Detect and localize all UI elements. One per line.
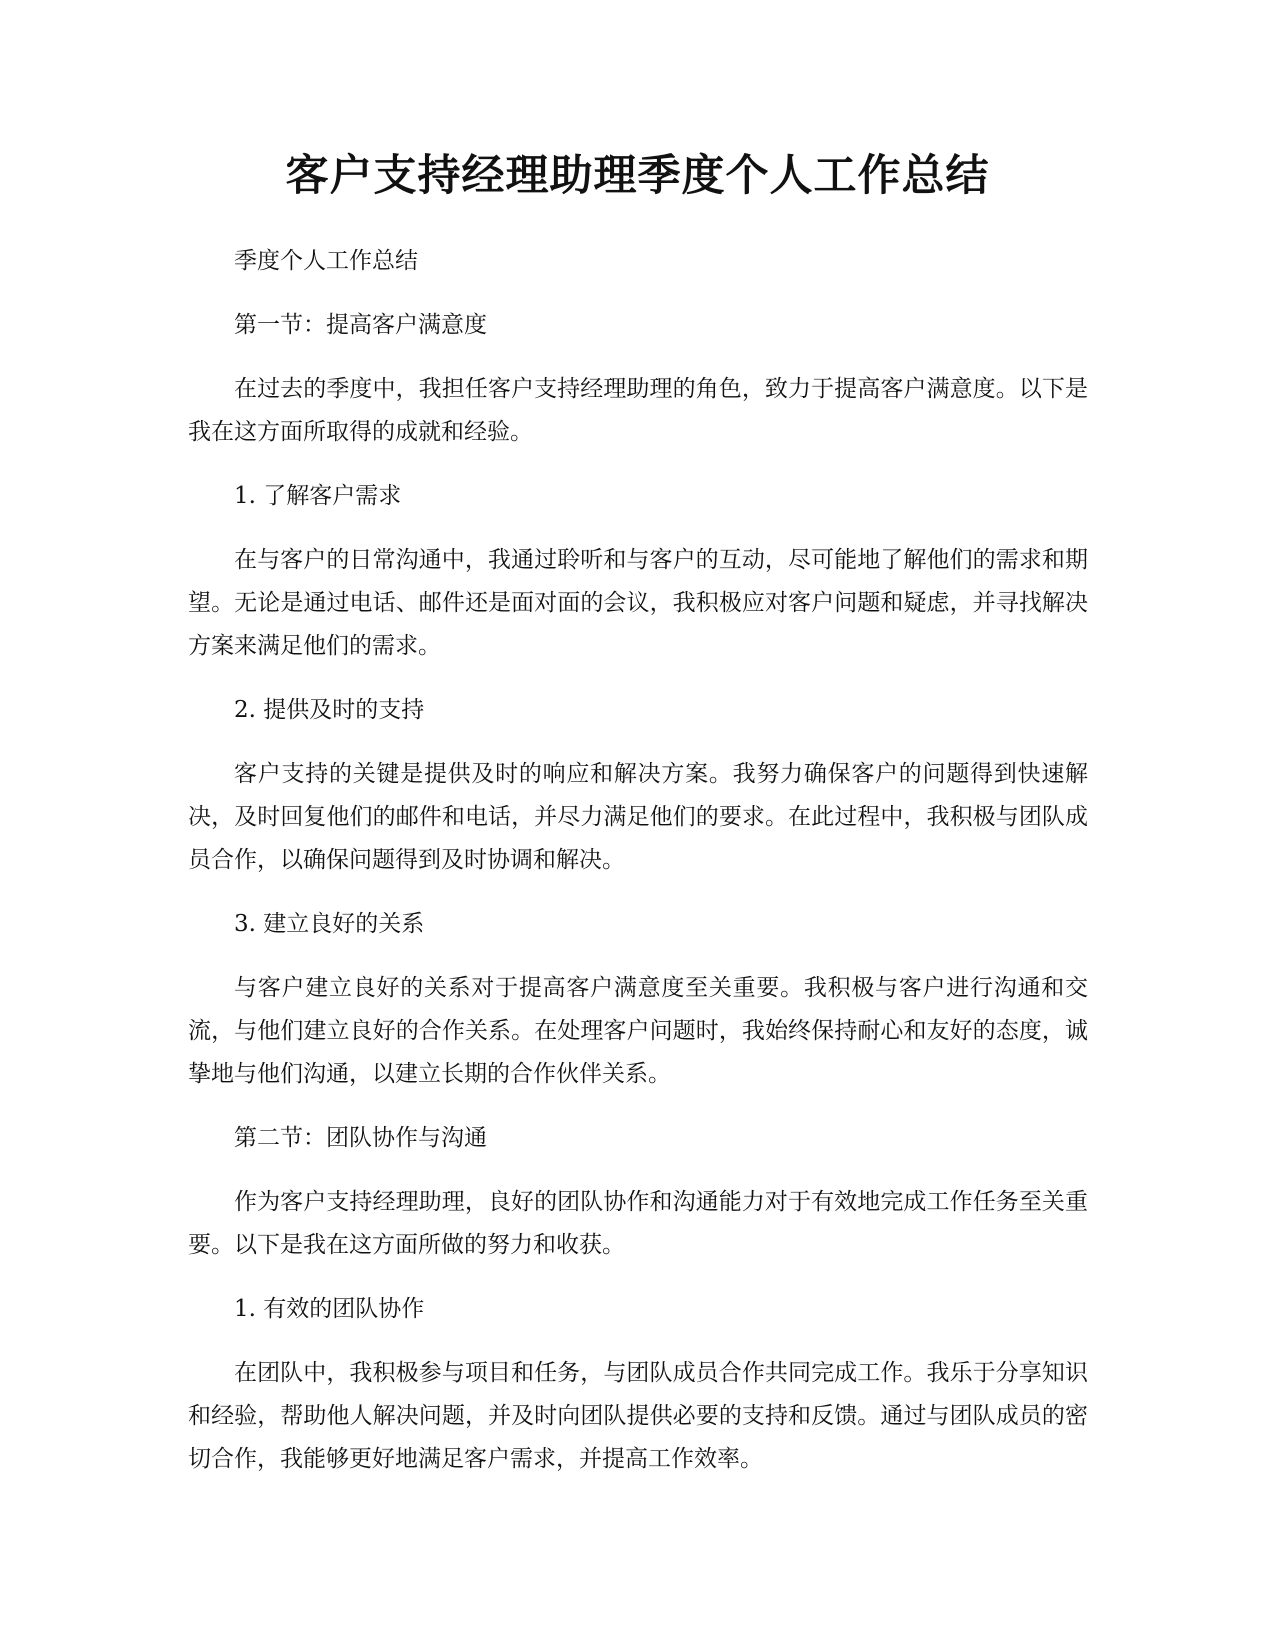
subsection-1-2-paragraph: 客户支持的关键是提供及时的响应和解决方案。我努力确保客户的问题得到快速解决，及时回复他们的邮件和电话，并尽力满足他们的要求。在此过程中，我积极与团队成员合作，以确保问题得到及时协调和解决。 [188,761,1088,873]
subsection-1-2-heading: 2. 提供及时的支持 [234,697,425,723]
subsection-2-1-heading: 1. 有效的团队协作 [234,1296,425,1322]
section-2-heading: 第二节：团队协作与沟通 [234,1125,487,1151]
section-1-intro-paragraph: 在过去的季度中，我担任客户支持经理助理的角色，致力于提高客户满意度。以下是我在这方面所取得的成就和经验。 [188,376,1088,445]
subsection-2-1-paragraph: 在团队中，我积极参与项目和任务，与团队成员合作共同完成工作。我乐于分享知识和经验，帮助他人解决问题，并及时向团队提供必要的支持和反馈。通过与团队成员的密切合作，我能够更好地满足客户需求，并提高工作效率。 [188,1360,1088,1472]
subsection-1-1-paragraph: 在与客户的日常沟通中，我通过聆听和与客户的互动，尽可能地了解他们的需求和期望。无论是通过电话、邮件还是面对面的会议，我积极应对客户问题和疑虑，并寻找解决方案来满足他们的需求。 [188,547,1088,659]
document-title: 客户支持经理助理季度个人工作总结 [285,151,990,201]
summary-heading: 季度个人工作总结 [234,248,418,274]
subsection-1-3-paragraph: 与客户建立良好的关系对于提高客户满意度至关重要。我积极与客户进行沟通和交流，与他们建立良好的合作关系。在处理客户问题时，我始终保持耐心和友好的态度，诚挚地与他们沟通，以建立长期的合作伙伴关系。 [188,975,1088,1087]
section-2-intro-paragraph: 作为客户支持经理助理，良好的团队协作和沟通能力对于有效地完成工作任务至关重要。以下是我在这方面所做的努力和收获。 [188,1189,1088,1258]
document-body [188,240,1088,1502]
subsection-1-3-heading: 3. 建立良好的关系 [234,911,425,937]
subsection-1-1-heading: 1. 了解客户需求 [234,483,402,509]
section-1-heading: 第一节：提高客户满意度 [234,312,487,338]
